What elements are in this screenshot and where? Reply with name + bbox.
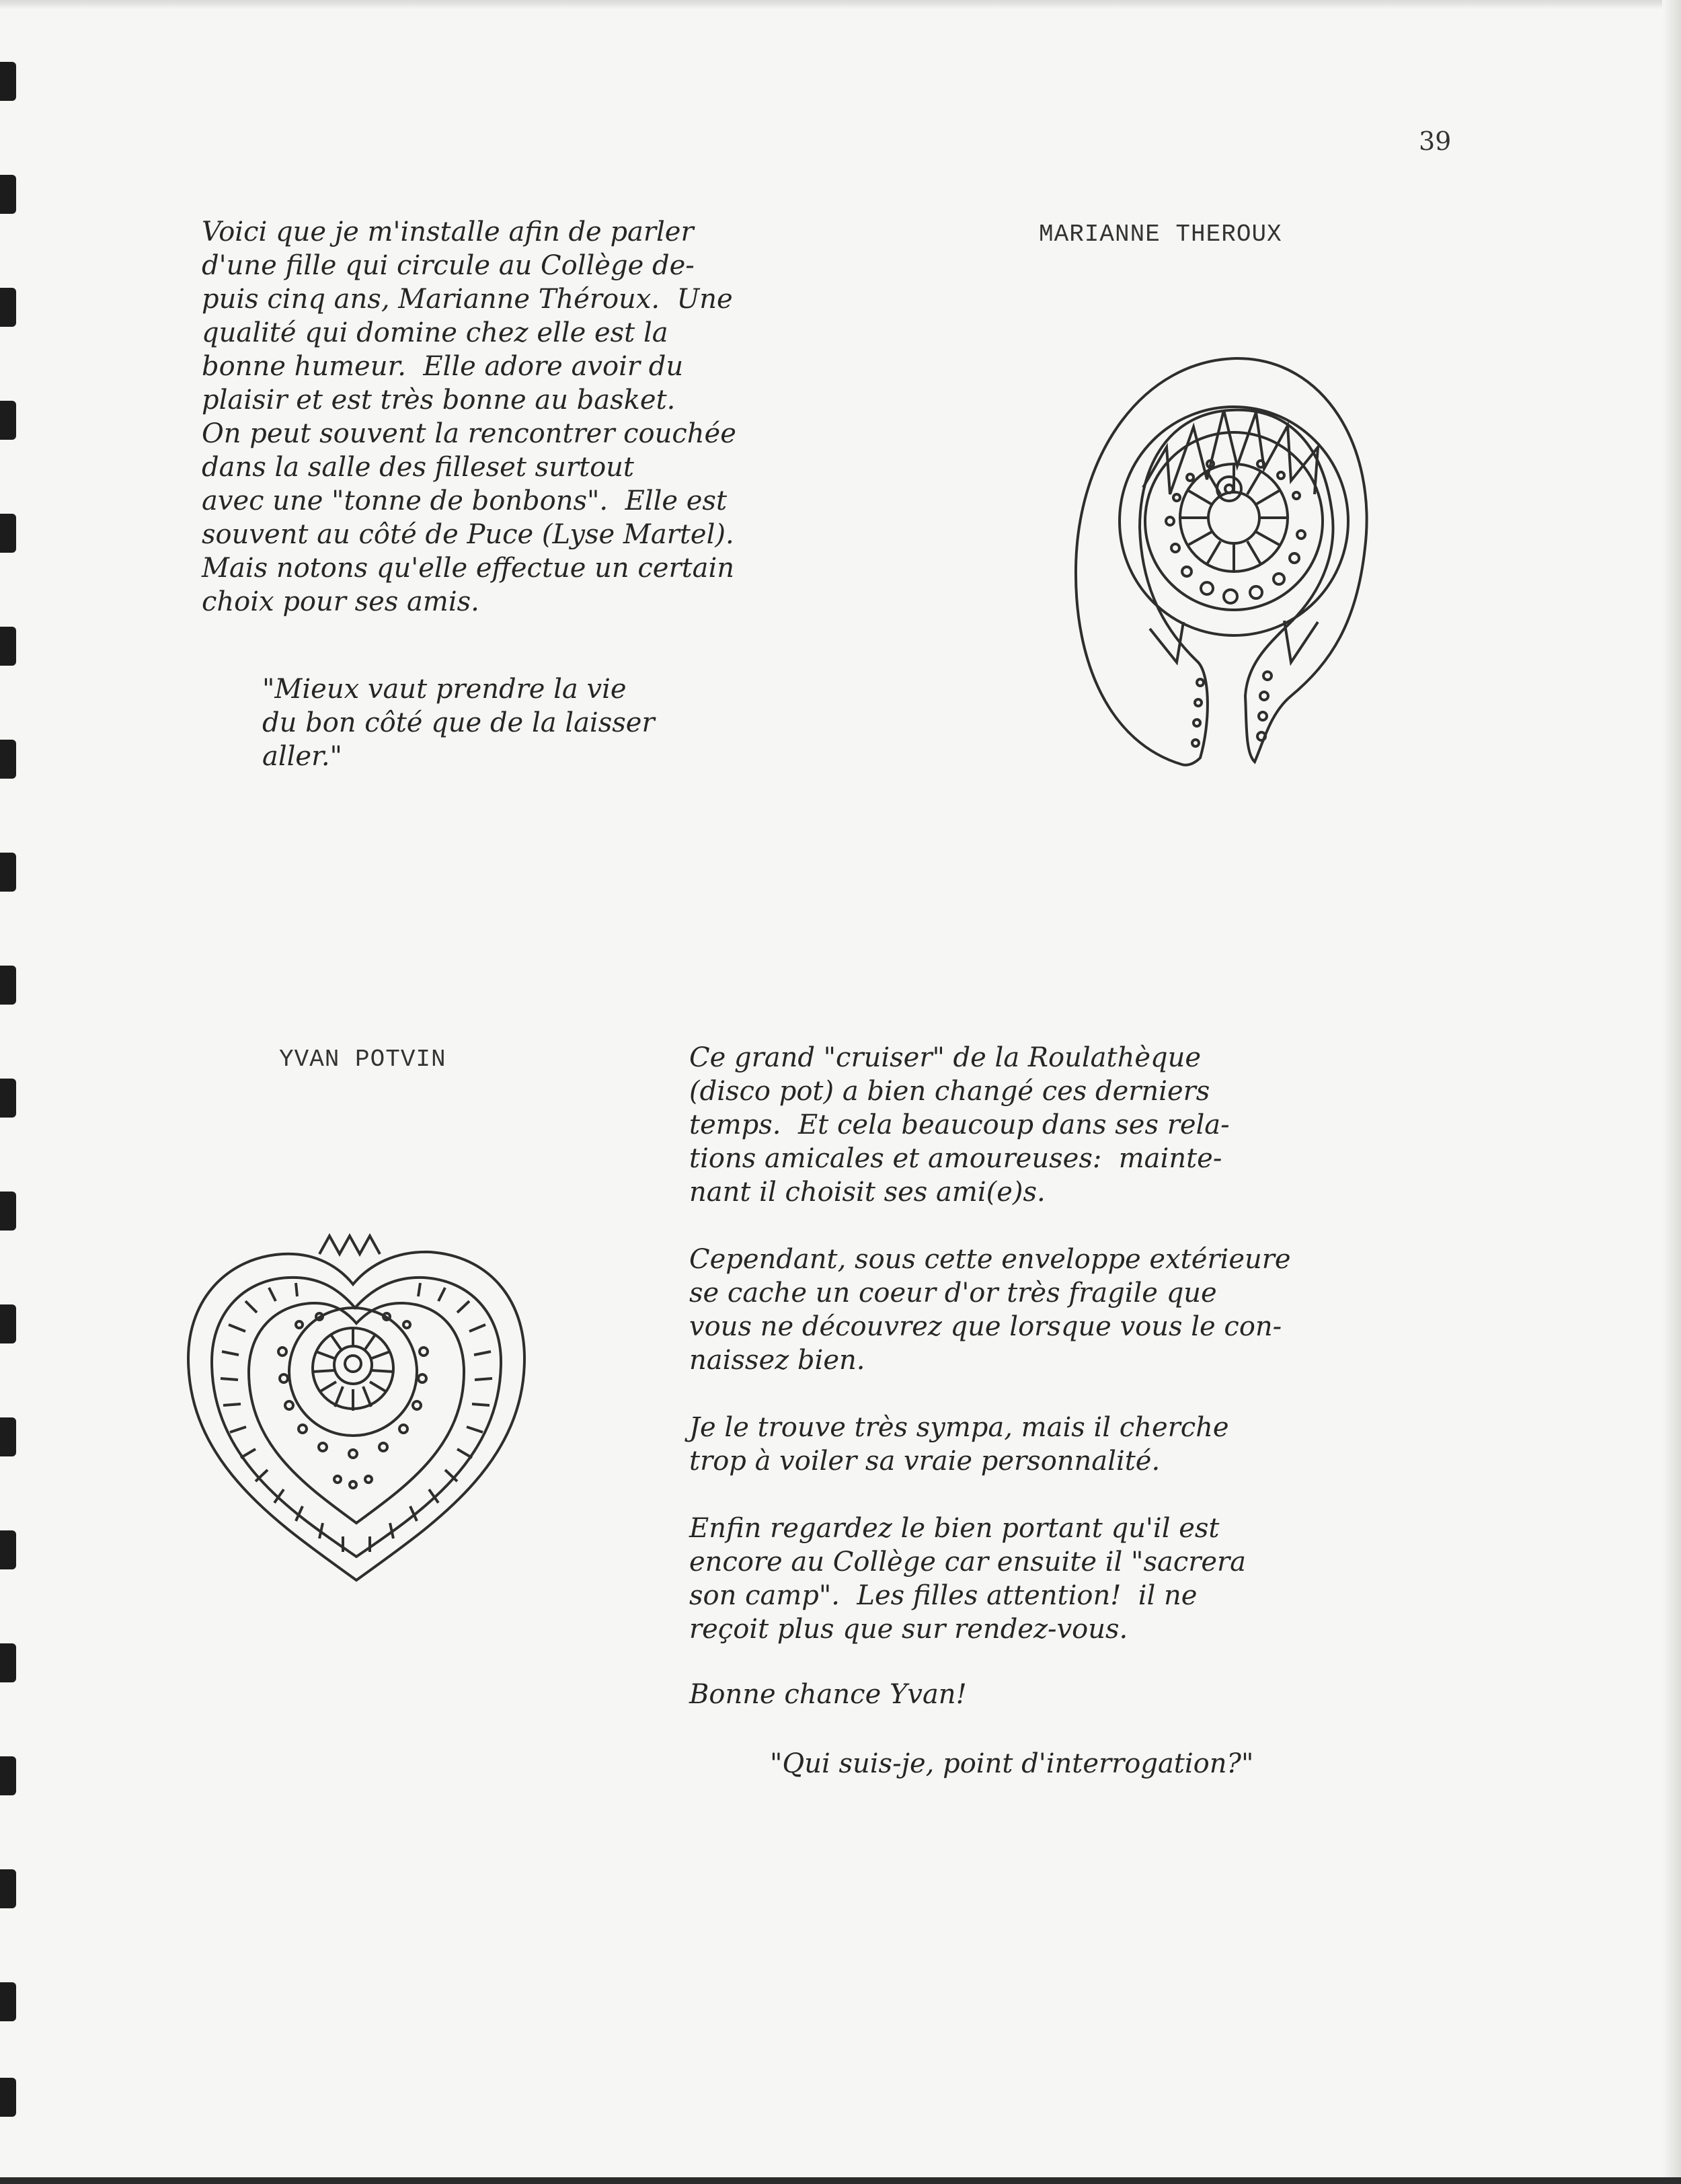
- profile-paragraph: Bonne chance Yvan!: [689, 1679, 967, 1710]
- binder-hole: [0, 966, 16, 1005]
- profile-name-marianne: MARIANNE THEROUX: [1039, 221, 1282, 248]
- heart-mandala-drawing: [182, 1217, 531, 1594]
- profile-paragraph: Ce grand "cruiser" de la Roulathèque (disco pot) a bien changé ces derniers temps. Et cela beaucoup dans ses rela- tions amicales et amoureuses: mainte- nant il choisit ses ami(e)s.: [689, 1042, 1230, 1208]
- binder-hole: [0, 62, 16, 101]
- horseshoe-mandala-drawing: [1069, 346, 1378, 777]
- binder-hole: [0, 1982, 16, 2021]
- binder-hole: [0, 1192, 16, 1231]
- page-number: 39: [1419, 126, 1452, 156]
- binder-hole: [0, 1643, 16, 1682]
- binder-hole: [0, 1869, 16, 1908]
- profile-paragraph: Je le trouve très sympa, mais il cherche trop à voiler sa vraie personnalité.: [689, 1412, 1229, 1477]
- binder-hole: [0, 627, 16, 666]
- page-bottom-edge: [0, 2177, 1681, 2184]
- binder-hole: [0, 514, 16, 553]
- page-top-edge: [0, 0, 1681, 9]
- binder-hole: [0, 1530, 16, 1569]
- profile-quote: "Mieux vaut prendre la vie du bon côté que de la laisser aller.": [262, 674, 655, 772]
- binder-hole: [0, 2078, 16, 2117]
- binder-hole: [0, 1417, 16, 1456]
- binder-hole: [0, 740, 16, 779]
- profile-name-yvan: YVAN POTVIN: [279, 1046, 446, 1073]
- profile-quote: "Qui suis-je, point d'interrogation?": [770, 1748, 1254, 1779]
- binder-hole: [0, 1304, 16, 1343]
- binder-hole: [0, 853, 16, 892]
- binder-hole: [0, 401, 16, 440]
- profile-paragraph: Voici que je m'installe afin de parler d'une fille qui circule au Collège de- puis cinq ans, Marianne Théroux. Une qualité qui domine chez elle est la bonne humeur. Elle adore avoir du plaisir et est très bonne au basket. On peut souvent la rencontrer couchée dans la salle des filleset surtout avec une "tonne de bonbons". Elle est souvent au côté de Puce (Lyse Martel). Mais notons qu'elle effectue un certain choix pour ses amis.: [202, 217, 736, 617]
- profile-paragraph: Enfin regardez le bien portant qu'il est encore au Collège car ensuite il "sacrera son camp". Les filles attention! il ne reçoit plus que sur rendez-vous.: [689, 1513, 1246, 1645]
- binder-hole: [0, 1756, 16, 1795]
- page-right-edge: [1662, 0, 1681, 2184]
- binder-hole: [0, 288, 16, 327]
- binder-hole: [0, 1079, 16, 1118]
- profile-paragraph: Cependant, sous cette enveloppe extérieure se cache un coeur d'or très fragile que vous ne découvrez que lorsque vous le con- naissez bien.: [689, 1244, 1291, 1376]
- binder-hole: [0, 175, 16, 214]
